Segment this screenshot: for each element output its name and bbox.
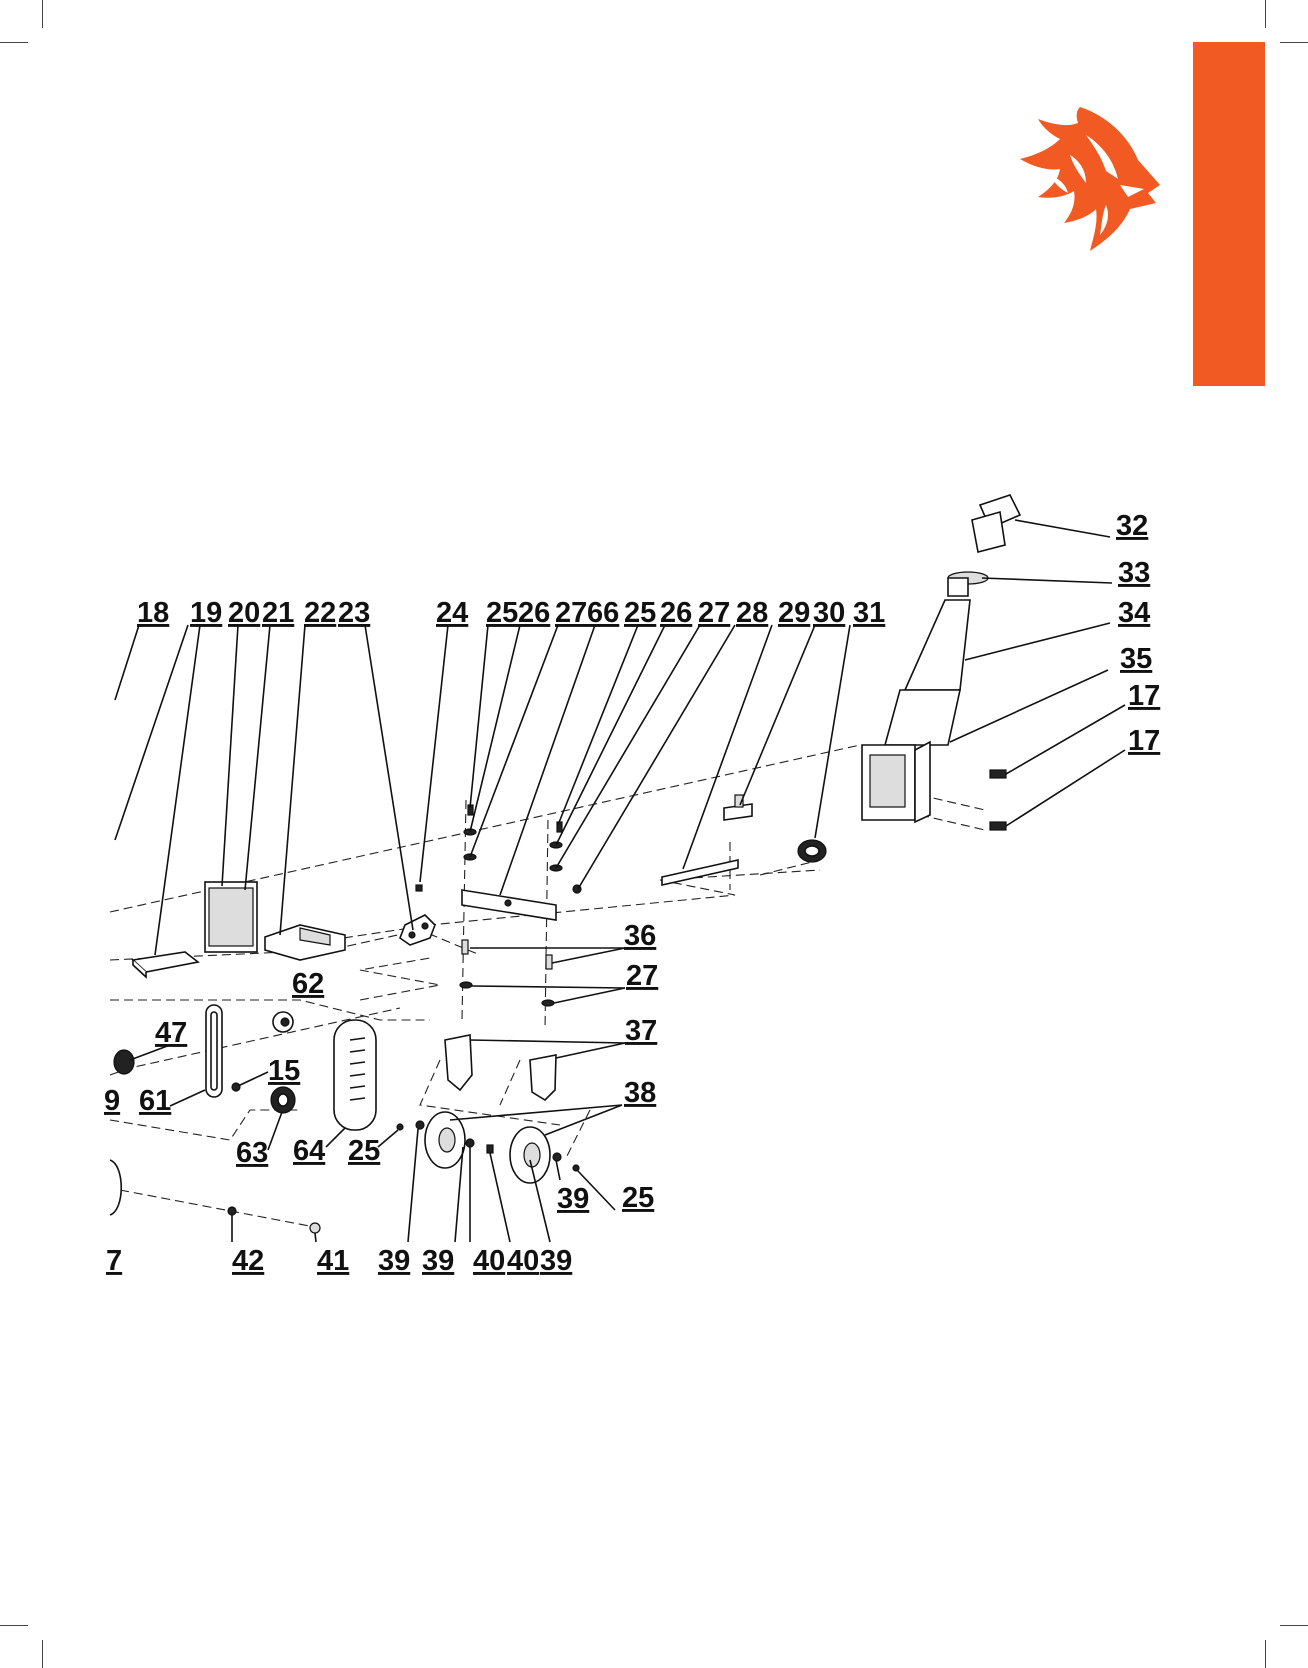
label-part-7: 7 <box>106 1245 123 1277</box>
label-part-35: 35 <box>1120 643 1153 675</box>
label-part-40: 40 <box>507 1245 540 1277</box>
label-part-27: 27 <box>698 597 731 629</box>
label-part-32: 32 <box>1116 510 1149 542</box>
label-part-27: 27 <box>555 597 588 629</box>
label-part-18: 18 <box>137 597 170 629</box>
label-part-64: 64 <box>293 1135 326 1167</box>
label-part-21: 21 <box>262 597 295 629</box>
label-part-25: 25 <box>486 597 519 629</box>
label-part-38: 38 <box>624 1077 657 1109</box>
label-part-30: 30 <box>813 597 846 629</box>
label-part-9: 9 <box>104 1085 121 1117</box>
label-part-62: 62 <box>292 968 325 1000</box>
label-part-31: 31 <box>853 597 886 629</box>
label-part-23: 23 <box>338 597 371 629</box>
label-part-25: 25 <box>348 1135 381 1167</box>
label-part-20: 20 <box>228 597 261 629</box>
label-part-61: 61 <box>139 1085 172 1117</box>
label-part-41: 41 <box>317 1245 350 1277</box>
label-part-17: 17 <box>1128 725 1161 757</box>
label-part-33: 33 <box>1118 557 1151 589</box>
label-part-29: 29 <box>778 597 811 629</box>
label-part-47: 47 <box>155 1017 188 1049</box>
label-part-24: 24 <box>436 597 469 629</box>
label-part-36: 36 <box>624 920 657 952</box>
label-part-39: 39 <box>557 1183 590 1215</box>
label-part-39: 39 <box>540 1245 573 1277</box>
label-part-26: 26 <box>660 597 693 629</box>
label-part-26: 26 <box>518 597 551 629</box>
label-part-63: 63 <box>236 1137 269 1169</box>
label-part-66: 66 <box>587 597 620 629</box>
label-part-25: 25 <box>624 597 657 629</box>
label-part-34: 34 <box>1118 597 1151 629</box>
label-part-42: 42 <box>232 1245 265 1277</box>
label-part-22: 22 <box>304 597 337 629</box>
label-part-25: 25 <box>622 1182 655 1214</box>
label-part-37: 37 <box>625 1015 658 1047</box>
label-part-39: 39 <box>422 1245 455 1277</box>
label-part-27: 27 <box>626 960 659 992</box>
label-part-39: 39 <box>378 1245 411 1277</box>
label-part-40: 40 <box>473 1245 506 1277</box>
label-part-15: 15 <box>268 1055 301 1087</box>
label-part-17: 17 <box>1128 680 1161 712</box>
label-part-28: 28 <box>736 597 769 629</box>
label-part-19: 19 <box>190 597 223 629</box>
